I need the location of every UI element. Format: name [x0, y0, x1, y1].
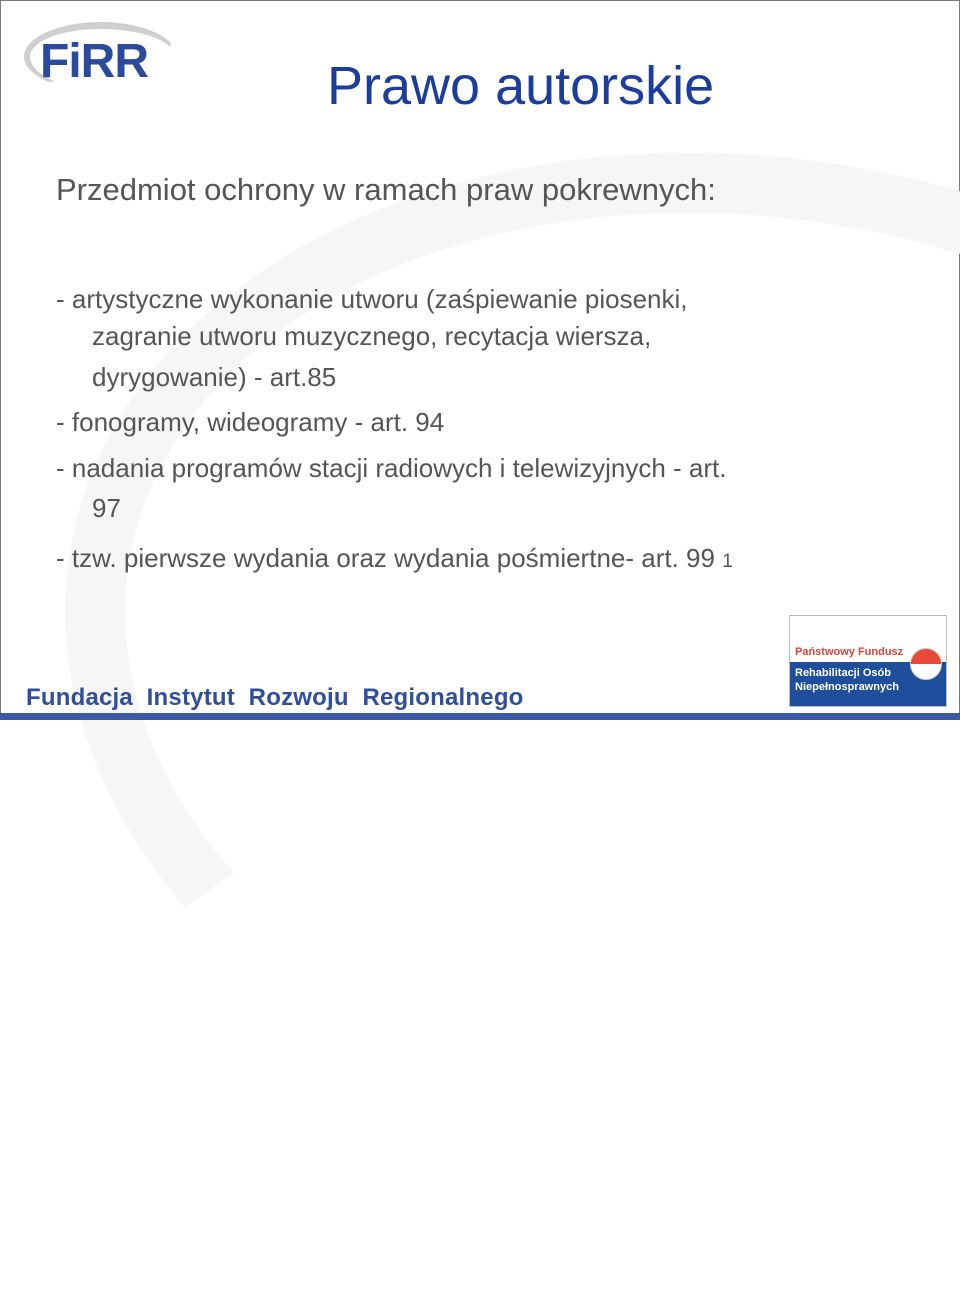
list-item-cont: dyrygowanie) - art.85 [92, 362, 337, 392]
pfron-flag-circle [910, 648, 942, 680]
list-item: - nadania programów stacji radiowych i telewizyjnych - art. [56, 453, 727, 483]
pfron-text: Państwowy Fundusz [795, 646, 904, 658]
pfron-text-2 [795, 666, 899, 694]
subtitle: Przedmiot ochrony w ramach praw pokrewnych: [56, 172, 716, 207]
pfron-line3: Niepełnosprawnych [795, 681, 899, 693]
pfron-line2: Rehabilitacji Osób [795, 667, 891, 679]
footer-bar [0, 713, 960, 720]
slide-title: Prawo autorskie [327, 56, 715, 116]
list-item: - artystyczne wykonanie utworu (zaśpiewanie piosenki, [56, 284, 688, 314]
list-item: - fonogramy, wideogramy - art. 94 [56, 407, 445, 437]
footnote-marker: 1 [722, 551, 733, 572]
list-item-cont: zagranie utworu muzycznego, recytacja wiersza, [92, 321, 652, 351]
firr-logo [22, 20, 172, 90]
logo-text: FiRR [40, 35, 148, 88]
list-item [56, 543, 733, 574]
list-item-cont: 97 [92, 493, 121, 523]
list-item-text: - tzw. pierwsze wydania oraz wydania pośmiertne- art. 99 [56, 543, 715, 573]
pfron-logo [789, 615, 947, 707]
footer-organization: Fundacja Instytut Rozwoju Regionalnego [26, 684, 524, 711]
